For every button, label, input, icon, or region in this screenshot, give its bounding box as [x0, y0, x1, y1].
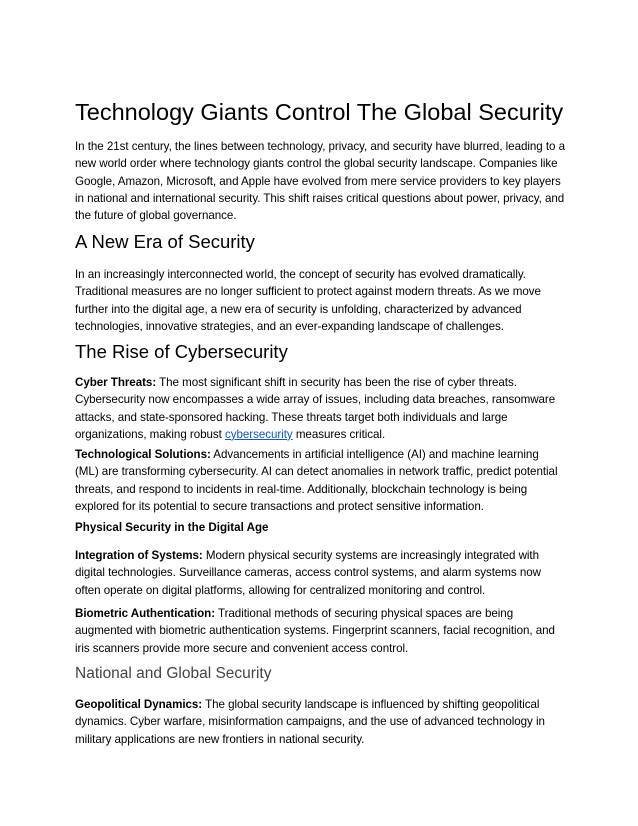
section-heading-national-global: National and Global Security — [75, 665, 272, 682]
subheading-physical-security: Physical Security in the Digital Age — [75, 521, 269, 534]
geopolitical-paragraph — [75, 696, 565, 748]
tech-solutions-text: Advancements in artificial intelligence (AI) and machine learning (ML) are transforming cybersecurity. AI can detect anomalies in network traffic, predict potential threats, and respond to incidents in real-time. Additionally, blockchain technology is being explored for its potential to secure transactions and protect sensitive information. — [75, 448, 558, 513]
geopolitical-label: Geopolitical Dynamics: — [75, 698, 203, 711]
tech-solutions-label: Technological Solutions: — [75, 448, 211, 461]
biometric-paragraph — [75, 605, 565, 657]
biometric-text: Traditional methods of securing physical spaces are being augmented with biometric authentication systems. Fingerprint scanners, facial recognition, and iris scanners provide more secure and convenient access control. — [75, 607, 555, 655]
section-heading-new-era: A New Era of Security — [75, 231, 255, 252]
cybersecurity-link[interactable]: cybersecurity — [225, 427, 293, 441]
cyber-threats-paragraph — [75, 374, 565, 443]
section-heading-cybersecurity: The Rise of Cybersecurity — [75, 341, 288, 362]
intro-paragraph: In the 21st century, the lines between technology, privacy, and security have blurred, leading to a new world order where technology giants control the global security landscape. Companies like Google, Amazon, Microsoft, and Apple have evolved from mere service providers to key players in national and international security. This shift raises critical questions about power, privacy, and the future of global governance. — [75, 140, 566, 223]
cyber-threats-text: The most significant shift in security has been the rise of cyber threats. Cybersecurity now encompasses a wide array of issues, including data breaches, ransomware attacks, and state-sponsored hacking. These threats target both individuals and large organizations, making robust — [75, 376, 556, 441]
cyber-threats-text-end: measures critical. — [292, 427, 386, 441]
tech-solutions-paragraph — [75, 446, 565, 515]
geopolitical-text: The global security landscape is influenced by shifting geopolitical dynamics. Cyber warfare, misinformation campaigns, and the use of advanced technology in military applications are new frontiers in national security. — [75, 698, 545, 746]
cyber-threats-label: Cyber Threats: — [75, 376, 157, 389]
biometric-label: Biometric Authentication: — [75, 607, 216, 620]
integration-paragraph — [75, 547, 565, 599]
integration-label: Integration of Systems: — [75, 549, 203, 562]
integration-text: Modern physical security systems are increasingly integrated with digital technologies. Surveillance cameras, access control systems, and alarm systems now often operate on digital platforms, allowing for centralized monitoring and control. — [75, 549, 541, 597]
new-era-paragraph: In an increasingly interconnected world, the concept of security has evolved dramatically. Traditional measures are no longer sufficient to protect against modern threats. As we move further into the digital age, a new era of security is unfolding, characterized by advanced technologies, innovative strategies, and an ever-expanding landscape of challenges. — [75, 268, 541, 333]
page-title: Technology Giants Control The Global Security — [75, 99, 564, 125]
